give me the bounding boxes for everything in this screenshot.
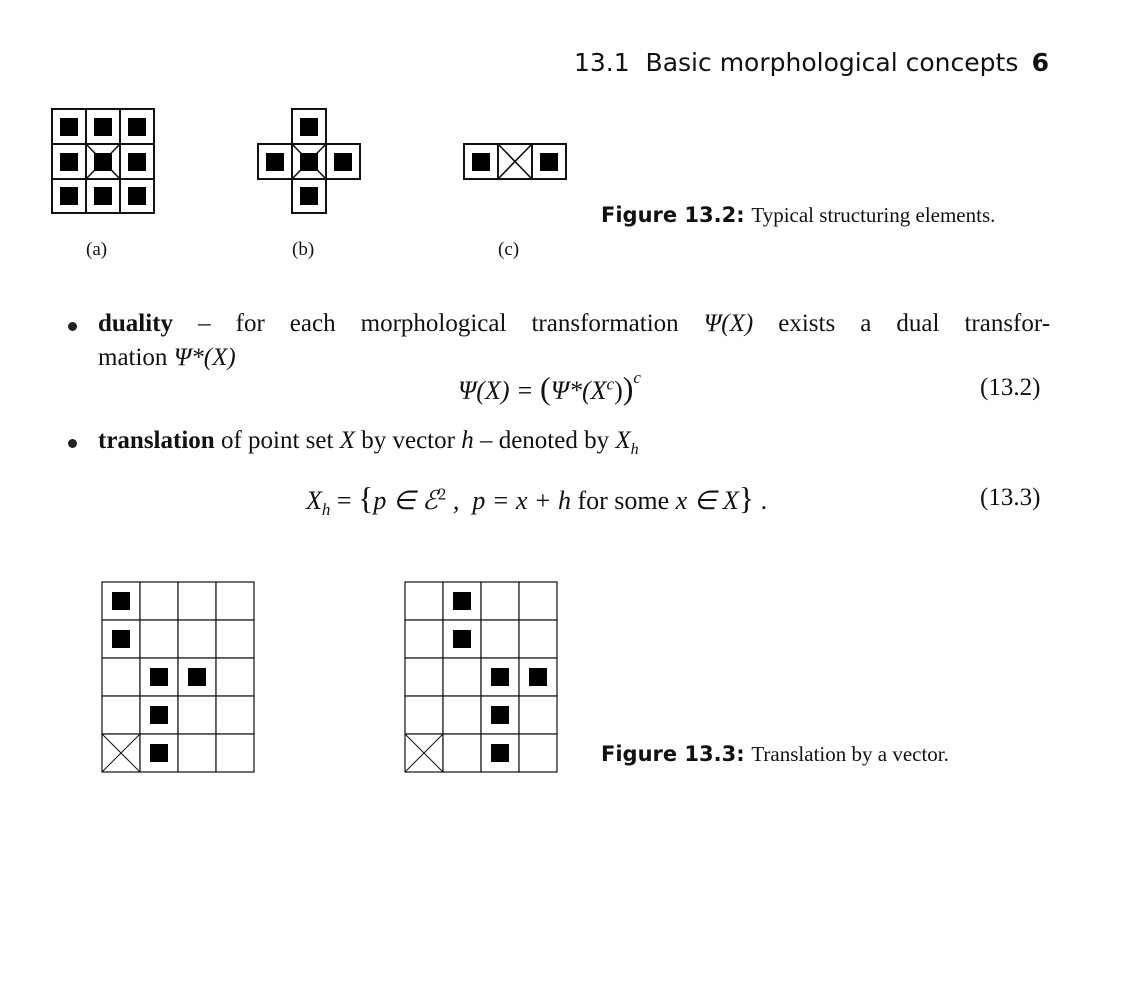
eq-13-3-eq: = (330, 486, 359, 515)
eq-13-3-body-2: , p = x + h (446, 486, 571, 515)
eq-13-2-close: ) (614, 376, 623, 405)
eq-13-2-inner: Ψ*(X (550, 376, 607, 405)
figure-label-a: (a) (86, 239, 108, 260)
structuring-element-c (464, 144, 568, 180)
equation-13-2: $\Psi(X) = (\Psi*(X^c))^c$ (458, 368, 641, 406)
equation-13-3-number: (13.3) (980, 484, 1041, 511)
eq-13-2-sup-c: c (606, 374, 615, 394)
eq-13-3-body-1: p ∈ ℰ (373, 486, 438, 515)
translation-text-3: – denoted by (479, 427, 610, 454)
eq-13-3-body-sup: 2 (437, 484, 447, 504)
duality-text-3: mation (98, 344, 168, 371)
figure-13-2-caption-label: Figure 13.2: (601, 203, 745, 227)
eq-13-3-lhs-sub: h (321, 500, 331, 520)
translation-xh-base: X (615, 427, 631, 454)
equation-13-3: $X_h = \{p$ ∈ ℰ$^2$ , p = x + h for some x ∈ X} . (306, 480, 768, 520)
figure-label-c: (c) (498, 239, 520, 260)
figure-label-b: (b) (292, 239, 315, 260)
page-number: 6 (1031, 48, 1049, 77)
translation-grid-translated (405, 582, 557, 772)
section-title: 13.1 Basic morphological concepts (574, 48, 1019, 77)
figure-13-2-caption (601, 200, 1049, 230)
translation-xh-sub: h (630, 441, 639, 458)
duality-psi-star-x: Ψ*(X) (173, 344, 236, 371)
translation-grid-original (102, 582, 254, 772)
translation-term: translation (98, 427, 215, 454)
eq-13-3-lhs: X (306, 486, 322, 515)
eq-13-2-outer-sup: c (633, 368, 641, 388)
duality-term: duality (98, 310, 174, 337)
eq-13-3-body-4: x ∈ X (675, 486, 739, 515)
translation-x: X (339, 427, 355, 454)
running-header (574, 48, 1049, 82)
translation-xh (615, 427, 639, 458)
duality-text-2: exists a dual transfor- (778, 310, 1051, 337)
eq-13-2-lhs: Ψ(X) = (458, 376, 541, 405)
figure-13-3-caption-label: Figure 13.3: (601, 742, 745, 766)
figure-13-3-caption-text: Translation by a vector. (751, 742, 949, 766)
bullet-duality-marker (68, 322, 77, 331)
bullet-duality (98, 307, 1050, 375)
eq-13-3-body-3: for some (570, 486, 676, 515)
duality-text-1: – for each morphological transformation (198, 310, 679, 337)
eq-13-3-period: . (754, 486, 768, 515)
figure-13-2-caption-text: Typical structuring elements. (751, 203, 996, 227)
structuring-element-b (258, 109, 362, 214)
translation-text-2: by vector (361, 427, 455, 454)
translation-text-1: of point set (220, 427, 334, 454)
translation-h: h (461, 427, 474, 454)
figure-13-3-caption (601, 742, 949, 767)
structuring-element-a (52, 109, 156, 214)
duality-psi-x: Ψ(X) (703, 310, 754, 337)
bullet-translation-marker (68, 439, 77, 448)
equation-13-2-number: (13.2) (980, 374, 1041, 401)
bullet-translation (98, 424, 639, 467)
